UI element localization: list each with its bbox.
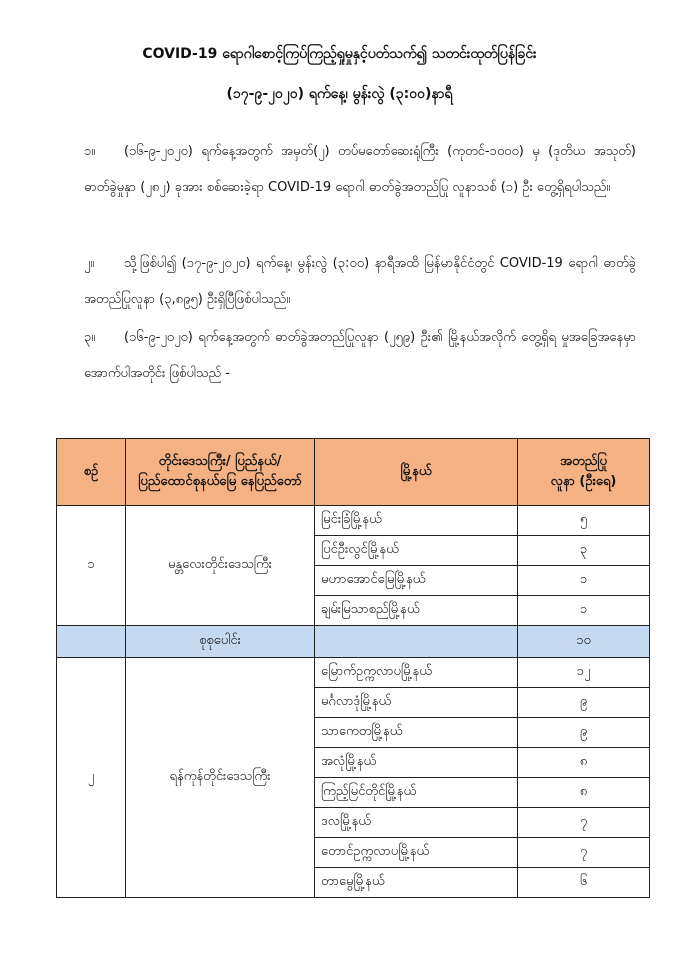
subtotal-value: ၁၀	[518, 626, 650, 658]
count-cell: ၁	[518, 566, 650, 596]
header-count	[518, 439, 650, 506]
header-region	[126, 439, 315, 506]
paragraph-number: ၁။	[84, 144, 96, 159]
paragraph-number: ၂။	[84, 256, 95, 271]
count-cell: ၁	[518, 596, 650, 626]
township-cell: ပြင်ဦးလွင်မြို့နယ်	[315, 536, 518, 566]
group-region: ရန်ကုန်တိုင်းဒေသကြီး	[126, 658, 315, 898]
header-count-line1: အတည်ပြု	[560, 454, 607, 469]
table-row	[57, 658, 650, 688]
document-date: (၁၇-၉-၂၀၂၀) ရက်နေ့၊ မွန်းလွဲ (၃:၀၀)နာရီ	[226, 86, 453, 102]
township-cell: မြောက်ဥက္ကလာပမြို့နယ်	[315, 658, 518, 688]
table-row	[57, 506, 650, 536]
header-region-line1: တိုင်းဒေသကြီး/ ပြည်နယ်/	[158, 454, 282, 469]
subtotal-label: စုစုပေါင်း	[126, 626, 315, 658]
count-cell: ၈	[518, 778, 650, 808]
subtotal-row	[57, 626, 650, 658]
header-township: မြို့နယ်	[315, 439, 518, 506]
count-cell: ၇	[518, 808, 650, 838]
paragraph-number: ၃။	[84, 330, 96, 345]
township-cell: မြင်းခြံမြို့နယ်	[315, 506, 518, 536]
township-cell: မဟာအောင်မြေမြို့နယ်	[315, 566, 518, 596]
township-cell: ကြည့်မြင်တိုင်မြို့နယ်	[315, 778, 518, 808]
township-cell: ချမ်းမြသာစည်မြို့နယ်	[315, 596, 518, 626]
count-cell: ၇	[518, 838, 650, 868]
township-cell: တာမွေမြို့နယ်	[315, 868, 518, 898]
subtotal-blank	[57, 626, 126, 658]
township-cell: သာကေတမြို့နယ်	[315, 718, 518, 748]
subtotal-blank	[315, 626, 518, 658]
township-cell: မင်္ဂလာဒုံမြို့နယ်	[315, 688, 518, 718]
count-cell: ၃	[518, 536, 650, 566]
township-cell: ဒလမြို့နယ်	[315, 808, 518, 838]
count-cell: ၁၂	[518, 658, 650, 688]
header-count-line2: လူနာ (ဦးရေ)	[550, 474, 617, 489]
count-cell: ၉	[518, 688, 650, 718]
count-cell: ၆	[518, 868, 650, 898]
cases-table	[56, 438, 650, 898]
group-no: ၂	[57, 658, 126, 898]
table-header-row	[57, 439, 650, 506]
group-region: မန္တလေးတိုင်းဒေသကြီး	[126, 506, 315, 626]
count-cell: ၉	[518, 718, 650, 748]
document-title: COVID-19 ရောဂါစောင့်ကြပ်ကြည့်ရှုမှုနှင့်ပတ်သက်၍ သတင်းထုတ်ပြန်ခြင်း	[142, 46, 537, 62]
township-cell: တောင်ဥက္ကလာပမြို့နယ်	[315, 838, 518, 868]
paragraph-1	[84, 134, 636, 206]
group-no: ၁	[57, 506, 126, 626]
paragraph-text: သို့ဖြစ်ပါ၍ (၁၇-၉-၂၀၂၀) ရက်နေ့၊ မွန်းလွဲ (၃:၀၀) နာရီအထိ မြန်မာနိုင်ငံတွင် COVID-19 ရောဂါ ဓာတ်ခွဲအတည်ပြုလူနာ (၃,၈၉၅) ဦးရှိပြီဖြစ်ပါသည်။	[84, 256, 636, 307]
paragraph-text: (၁၆-၉-၂၀၂၀) ရက်နေ့အတွက် ဓာတ်ခွဲအတည်ပြုလူနာ (၂၅၉) ဦး၏ မြို့နယ်အလိုက် တွေ့ရှိရ မှုအခြေအနေမှာ အောက်ပါအတိုင်း ဖြစ်ပါသည် -	[84, 330, 636, 381]
count-cell: ၅	[518, 506, 650, 536]
header-no: စဉ်	[57, 439, 126, 506]
township-cell: အလုံမြို့နယ်	[315, 748, 518, 778]
paragraph-2	[84, 246, 636, 318]
paragraph-3	[84, 320, 636, 392]
paragraph-text: (၁၆-၉-၂၀၂၀) ရက်နေ့အတွက် အမှတ်(၂) တပ်မတော်ဆေးရုံကြီး (ကုတင်-၁၀၀၀) မှ (ဒုတိယ အသုတ်) ဓာတ်ခွဲမှုနှာ (၂၈၂) ခုအား စစ်ဆေးခဲ့ရာ COVID-19 ရောဂါ ဓာတ်ခွဲအတည်ပြု လူနာသစ် (၁) ဦး တွေ့ရှိရပါသည်။	[84, 144, 636, 195]
count-cell: ၈	[518, 748, 650, 778]
header-region-line2: ပြည်ထောင်စုနယ်မြေ နေပြည်တော်	[138, 474, 302, 489]
